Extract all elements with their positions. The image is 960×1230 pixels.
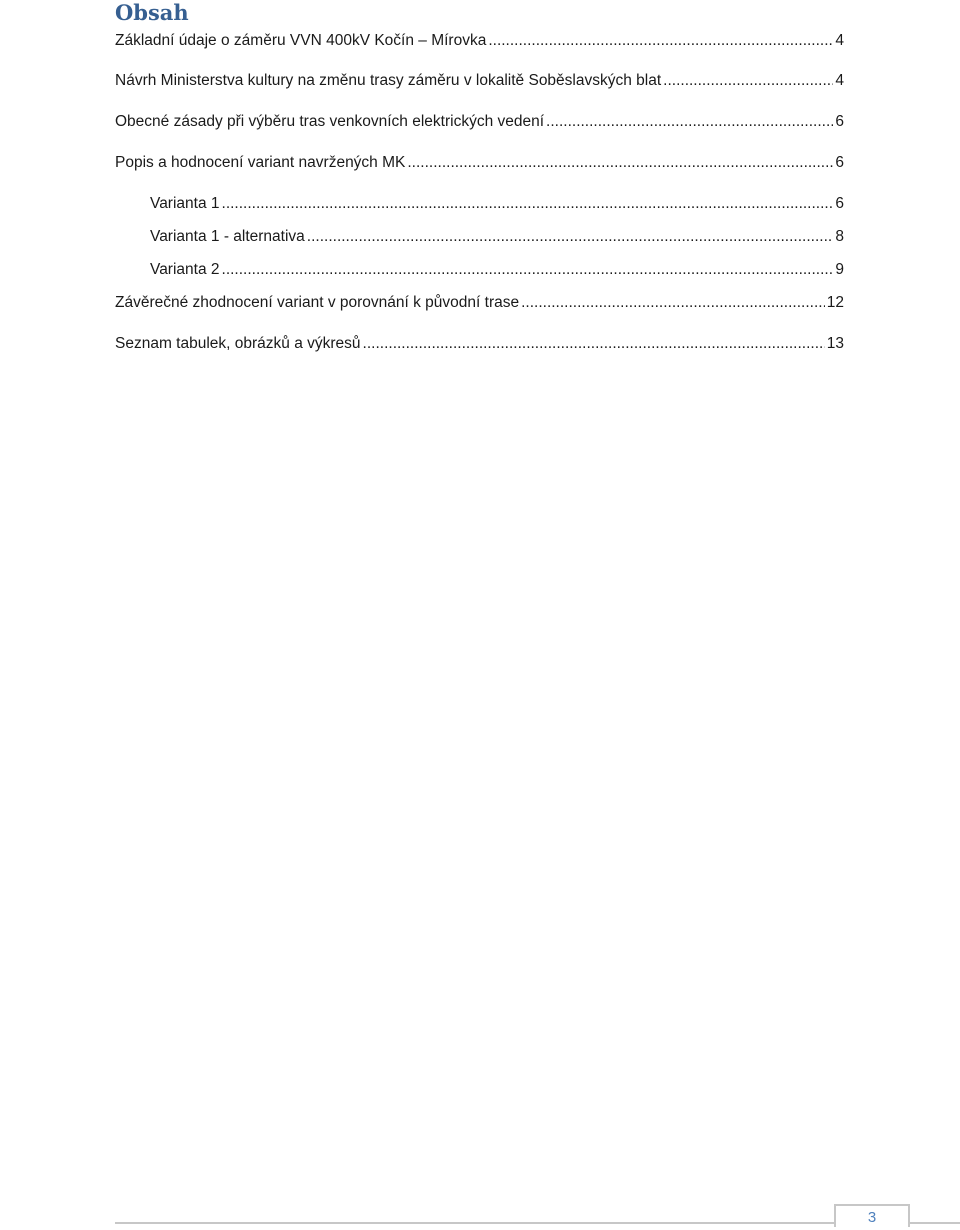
toc-entry-label: Návrh Ministerstva kultury na změnu trasy záměru v lokalitě Soběslavských blat xyxy=(115,72,662,89)
toc-entry-page: 9 xyxy=(835,261,844,278)
toc-entry-label: Varianta 1 - alternativa xyxy=(150,228,305,245)
toc-entry-varianta-1-alternativa[interactable] xyxy=(150,226,844,248)
toc-entry-page: 13 xyxy=(826,335,844,352)
toc-entry-label: Seznam tabulek, obrázků a výkresů xyxy=(115,335,361,352)
toc-entry-navrh-mk[interactable] xyxy=(115,70,844,92)
toc-entry-page: 6 xyxy=(835,195,844,212)
toc-title: Obsah xyxy=(115,0,189,25)
toc-dot-leader xyxy=(488,30,833,52)
toc-dot-leader xyxy=(521,292,825,314)
toc-dot-leader xyxy=(546,111,833,133)
toc-entry-label: Varianta 1 xyxy=(150,195,220,212)
toc-entry-page: 4 xyxy=(835,32,844,49)
toc-dot-leader xyxy=(663,70,833,92)
toc-entry-obecne-zasady[interactable] xyxy=(115,111,844,133)
toc-entry-page: 4 xyxy=(835,72,844,89)
toc-entry-label: Popis a hodnocení variant navržených MK xyxy=(115,154,406,171)
toc-entry-varianta-2[interactable] xyxy=(150,259,844,281)
toc-dot-leader xyxy=(222,259,834,281)
toc-entry-popis-hodnoceni[interactable] xyxy=(115,152,844,174)
toc-entry-zakladni-udaje[interactable] xyxy=(115,30,844,52)
toc-entry-label: Obecné zásady při výběru tras venkovních elektrických vedení xyxy=(115,113,545,130)
toc-entry-zaverecne-zhodnoceni[interactable] xyxy=(115,292,844,314)
toc-entry-page: 6 xyxy=(835,113,844,130)
toc-entry-label: Závěrečné zhodnocení variant v porovnání k původní trase xyxy=(115,294,520,311)
toc-entry-label: Varianta 2 xyxy=(150,261,220,278)
toc-dot-leader xyxy=(363,333,825,355)
toc-dot-leader xyxy=(307,226,834,248)
toc-entry-page: 12 xyxy=(826,294,844,311)
toc-dot-leader xyxy=(407,152,833,174)
toc-entry-page: 8 xyxy=(835,228,844,245)
toc-entry-seznam-tabulek[interactable] xyxy=(115,333,844,355)
toc-entry-varianta-1[interactable] xyxy=(150,193,844,215)
page-number: 3 xyxy=(834,1204,910,1227)
toc-entry-page: 6 xyxy=(835,154,844,171)
toc-dot-leader xyxy=(222,193,834,215)
toc-entry-label: Základní údaje o záměru VVN 400kV Kočín – Mírovka xyxy=(115,32,487,49)
